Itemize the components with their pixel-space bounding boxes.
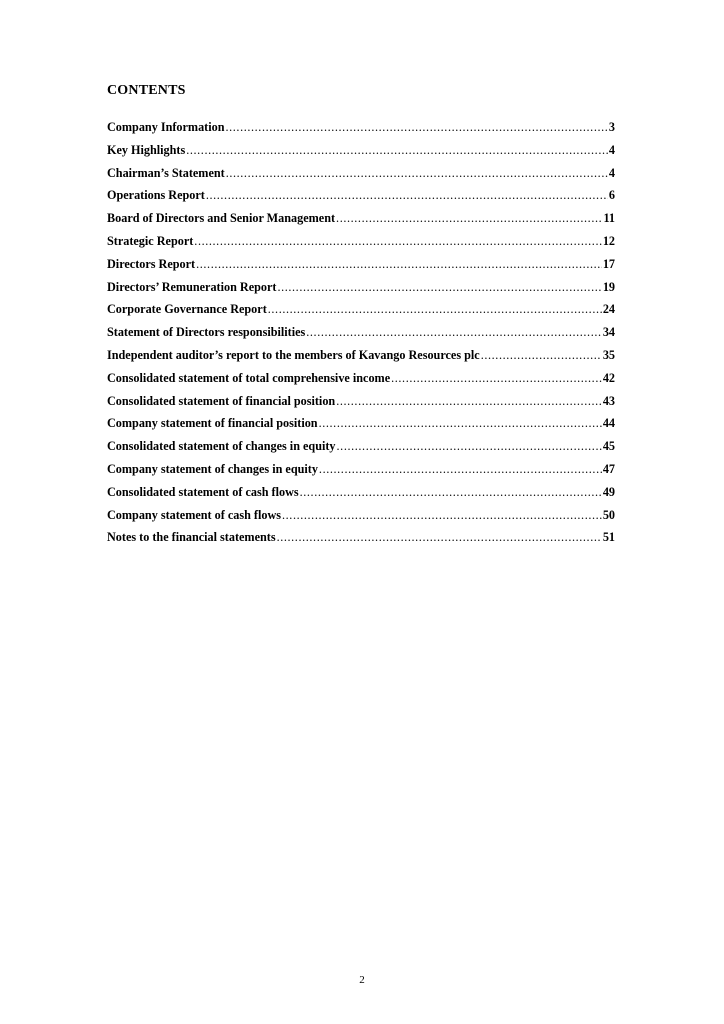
toc-entry[interactable] [107,530,615,553]
toc-entry[interactable] [107,416,615,439]
toc-dot-leader [186,143,608,158]
toc-entry-page: 19 [602,279,615,294]
toc-entry[interactable] [107,211,615,234]
toc-entry[interactable] [107,302,615,325]
toc-entry-title: Consolidated statement of total comprehensive income [107,370,391,385]
toc-entry-title: Chairman’s Statement [107,165,225,180]
toc-entry-page: 51 [602,530,615,545]
toc-entry-title: Corporate Governance Report [107,302,267,317]
toc-entry-page: 44 [602,416,615,431]
toc-entry-page: 47 [602,461,615,476]
toc-dot-leader [225,120,607,135]
table-of-contents [107,120,615,553]
toc-entry-title: Consolidated statement of financial position [107,393,336,408]
toc-entry[interactable] [107,280,615,303]
toc-dot-leader [300,485,602,500]
toc-dot-leader [481,348,602,363]
toc-dot-leader [336,211,602,226]
toc-entry-title: Company statement of cash flows [107,507,281,522]
toc-entry[interactable] [107,371,615,394]
toc-entry-title: Company Information [107,120,225,134]
toc-entry-page: 42 [602,370,615,385]
toc-entry-page: 34 [602,325,615,340]
toc-entry-title: Board of Directors and Senior Management [107,211,336,226]
toc-dot-leader [306,325,602,340]
toc-dot-leader [391,371,602,386]
toc-entry-page: 6 [608,188,615,203]
toc-dot-leader [206,188,608,203]
toc-entry-page: 45 [602,439,615,454]
toc-entry-title: Operations Report [107,188,205,203]
toc-dot-leader [277,530,602,545]
toc-entry-title: Directors Report [107,256,196,271]
toc-dot-leader [226,166,608,181]
toc-dot-leader [277,280,601,295]
toc-entry-title: Consolidated statement of cash flows [107,484,299,499]
toc-entry[interactable] [107,508,615,531]
toc-entry-page: 11 [603,211,615,226]
toc-entry-title: Company statement of financial position [107,416,318,431]
toc-entry-page: 35 [602,347,615,362]
toc-dot-leader [282,508,602,523]
toc-entry[interactable] [107,394,615,417]
toc-dot-leader [336,394,602,409]
toc-entry-page: 50 [602,507,615,522]
toc-entry[interactable] [107,348,615,371]
toc-entry-page: 4 [608,142,615,157]
toc-entry[interactable] [107,188,615,211]
page-number: 2 [359,974,365,986]
toc-entry[interactable] [107,439,615,462]
toc-entry-title: Company statement of changes in equity [107,461,318,476]
contents-heading: CONTENTS [107,83,186,98]
toc-entry-page: 24 [602,302,615,317]
toc-entry[interactable] [107,120,615,143]
toc-entry-page: 12 [602,233,615,248]
toc-dot-leader [319,416,602,431]
toc-dot-leader [196,257,602,272]
toc-entry-page: 17 [602,256,615,271]
toc-entry-title: Directors’ Remuneration Report [107,279,277,294]
toc-entry-title: Independent auditor’s report to the members of Kavango Resources plc [107,347,480,362]
toc-entry-title: Notes to the financial statements [107,530,276,545]
toc-entry-title: Consolidated statement of changes in equity [107,439,336,454]
toc-entry-page: 43 [602,393,615,408]
toc-entry[interactable] [107,257,615,280]
toc-entry-title: Strategic Report [107,233,194,248]
toc-entry[interactable] [107,485,615,508]
toc-entry-page: 4 [608,165,615,180]
toc-dot-leader [319,462,602,477]
toc-dot-leader [337,439,602,454]
toc-entry-title: Statement of Directors responsibilities [107,325,306,340]
toc-entry-title: Key Highlights [107,142,186,157]
toc-entry-page: 3 [608,120,615,134]
toc-dot-leader [268,302,602,317]
toc-entry[interactable] [107,234,615,257]
toc-dot-leader [194,234,602,249]
toc-entry[interactable] [107,325,615,348]
toc-entry[interactable] [107,143,615,166]
toc-entry[interactable] [107,462,615,485]
toc-entry[interactable] [107,166,615,189]
toc-entry-page: 49 [602,484,615,499]
